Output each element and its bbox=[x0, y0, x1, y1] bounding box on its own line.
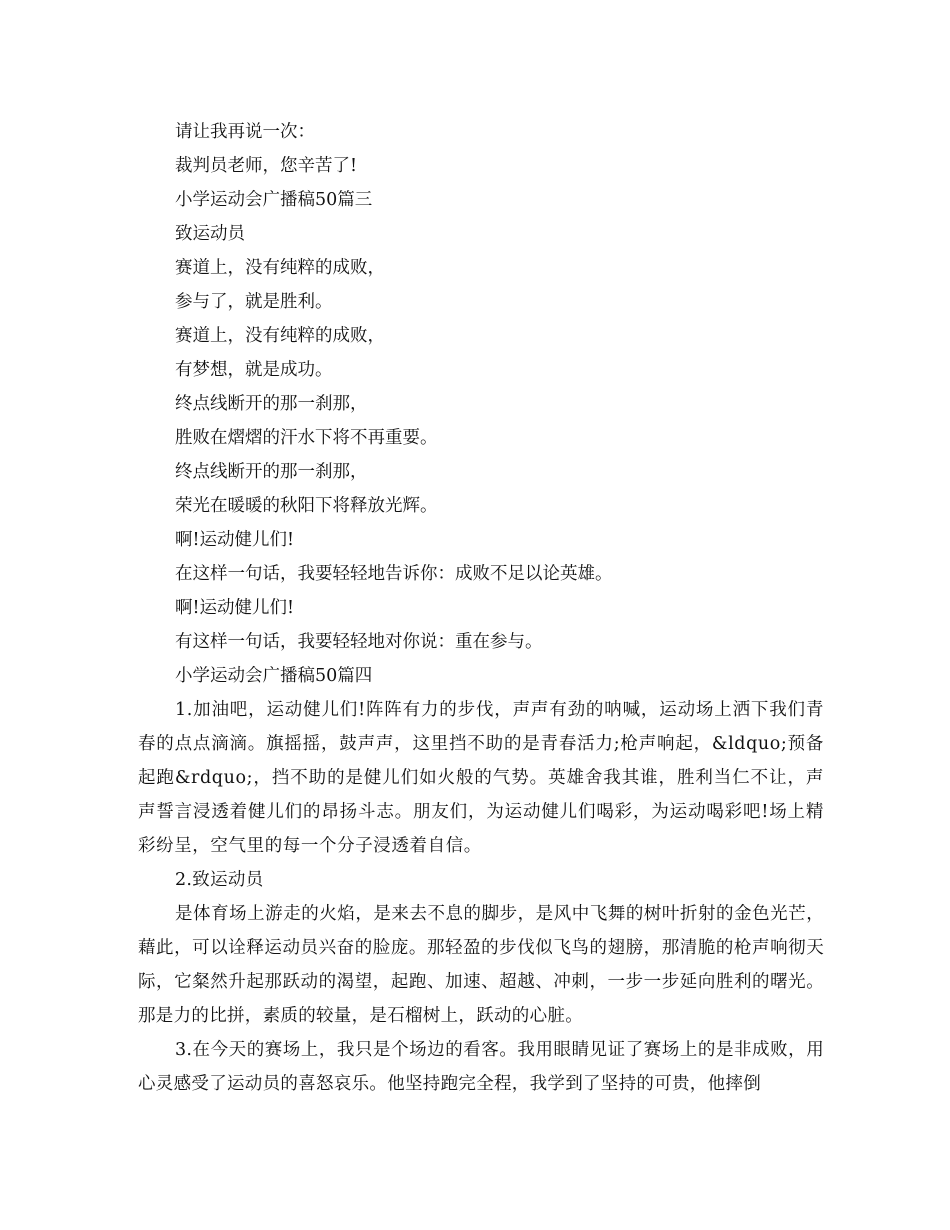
section-heading: 小学运动会广播稿50篇三 bbox=[175, 190, 373, 210]
poem-title: 致运动员 bbox=[175, 224, 245, 244]
poem-line: 终点线断开的那一刹那， bbox=[175, 462, 368, 482]
poem-line: 在这样一句话，我要轻轻地告诉你：成败不足以论英雄。 bbox=[175, 564, 613, 584]
paragraph: 是体育场上游走的火焰，是来去不息的脚步，是风中飞舞的树叶折射的金色光芒，藉此，可以诠释运动员兴奋的脸庞。那轻盈的步伐似飞鸟的翅膀，那清脆的枪声响彻天际，它粲然升起那跃动的渴望，起跑、加速、超越、冲刺，一步一步延向胜利的曙光。那是力的比拼，素质的较量，是石榴树上，跃动的心脏。 bbox=[138, 904, 824, 1026]
paragraph-heading: 2.致运动员 bbox=[175, 870, 264, 890]
poem-line: 参与了，就是胜利。 bbox=[175, 292, 333, 312]
poem-line: 有这样一句话，我要轻轻地对你说：重在参与。 bbox=[175, 632, 543, 652]
poem-line: 胜败在熠熠的汗水下将不再重要。 bbox=[175, 428, 438, 448]
text-line: 裁判员老师，您辛苦了! bbox=[175, 156, 358, 176]
poem-line: 啊!运动健儿们! bbox=[175, 598, 295, 618]
document-body bbox=[138, 115, 824, 1101]
poem-line: 赛道上，没有纯粹的成败， bbox=[175, 326, 385, 346]
paragraph: 3.在今天的赛场上，我只是个场边的看客。我用眼睛见证了赛场上的是非成败，用心灵感受了运动员的喜怒哀乐。他坚持跑完全程，我学到了坚持的可贵，他摔倒 bbox=[138, 1040, 824, 1094]
poem-line: 啊!运动健儿们! bbox=[175, 530, 295, 550]
paragraph: 1.加油吧，运动健儿们!阵阵有力的步伐，声声有劲的呐喊，运动场上洒下我们青春的点点滴滴。旗摇摇，鼓声声，这里挡不助的是青春活力;枪声响起，&ldquo;预备起跑&rdquo;，挡不助的是健儿们如火般的气势。英雄舍我其谁，胜利当仁不让，声声誓言浸透着健儿们的昂扬斗志。朋友们，为运动健儿们喝彩，为运动喝彩吧!场上精彩纷呈，空气里的每一个分子浸透着自信。 bbox=[138, 700, 824, 856]
poem-line: 有梦想，就是成功。 bbox=[175, 360, 333, 380]
poem-line: 赛道上，没有纯粹的成败， bbox=[175, 258, 385, 278]
poem-line: 终点线断开的那一刹那， bbox=[175, 394, 368, 414]
section-heading: 小学运动会广播稿50篇四 bbox=[175, 666, 373, 686]
text-line: 请让我再说一次： bbox=[175, 122, 315, 142]
poem-line: 荣光在暖暖的秋阳下将释放光辉。 bbox=[175, 496, 438, 516]
